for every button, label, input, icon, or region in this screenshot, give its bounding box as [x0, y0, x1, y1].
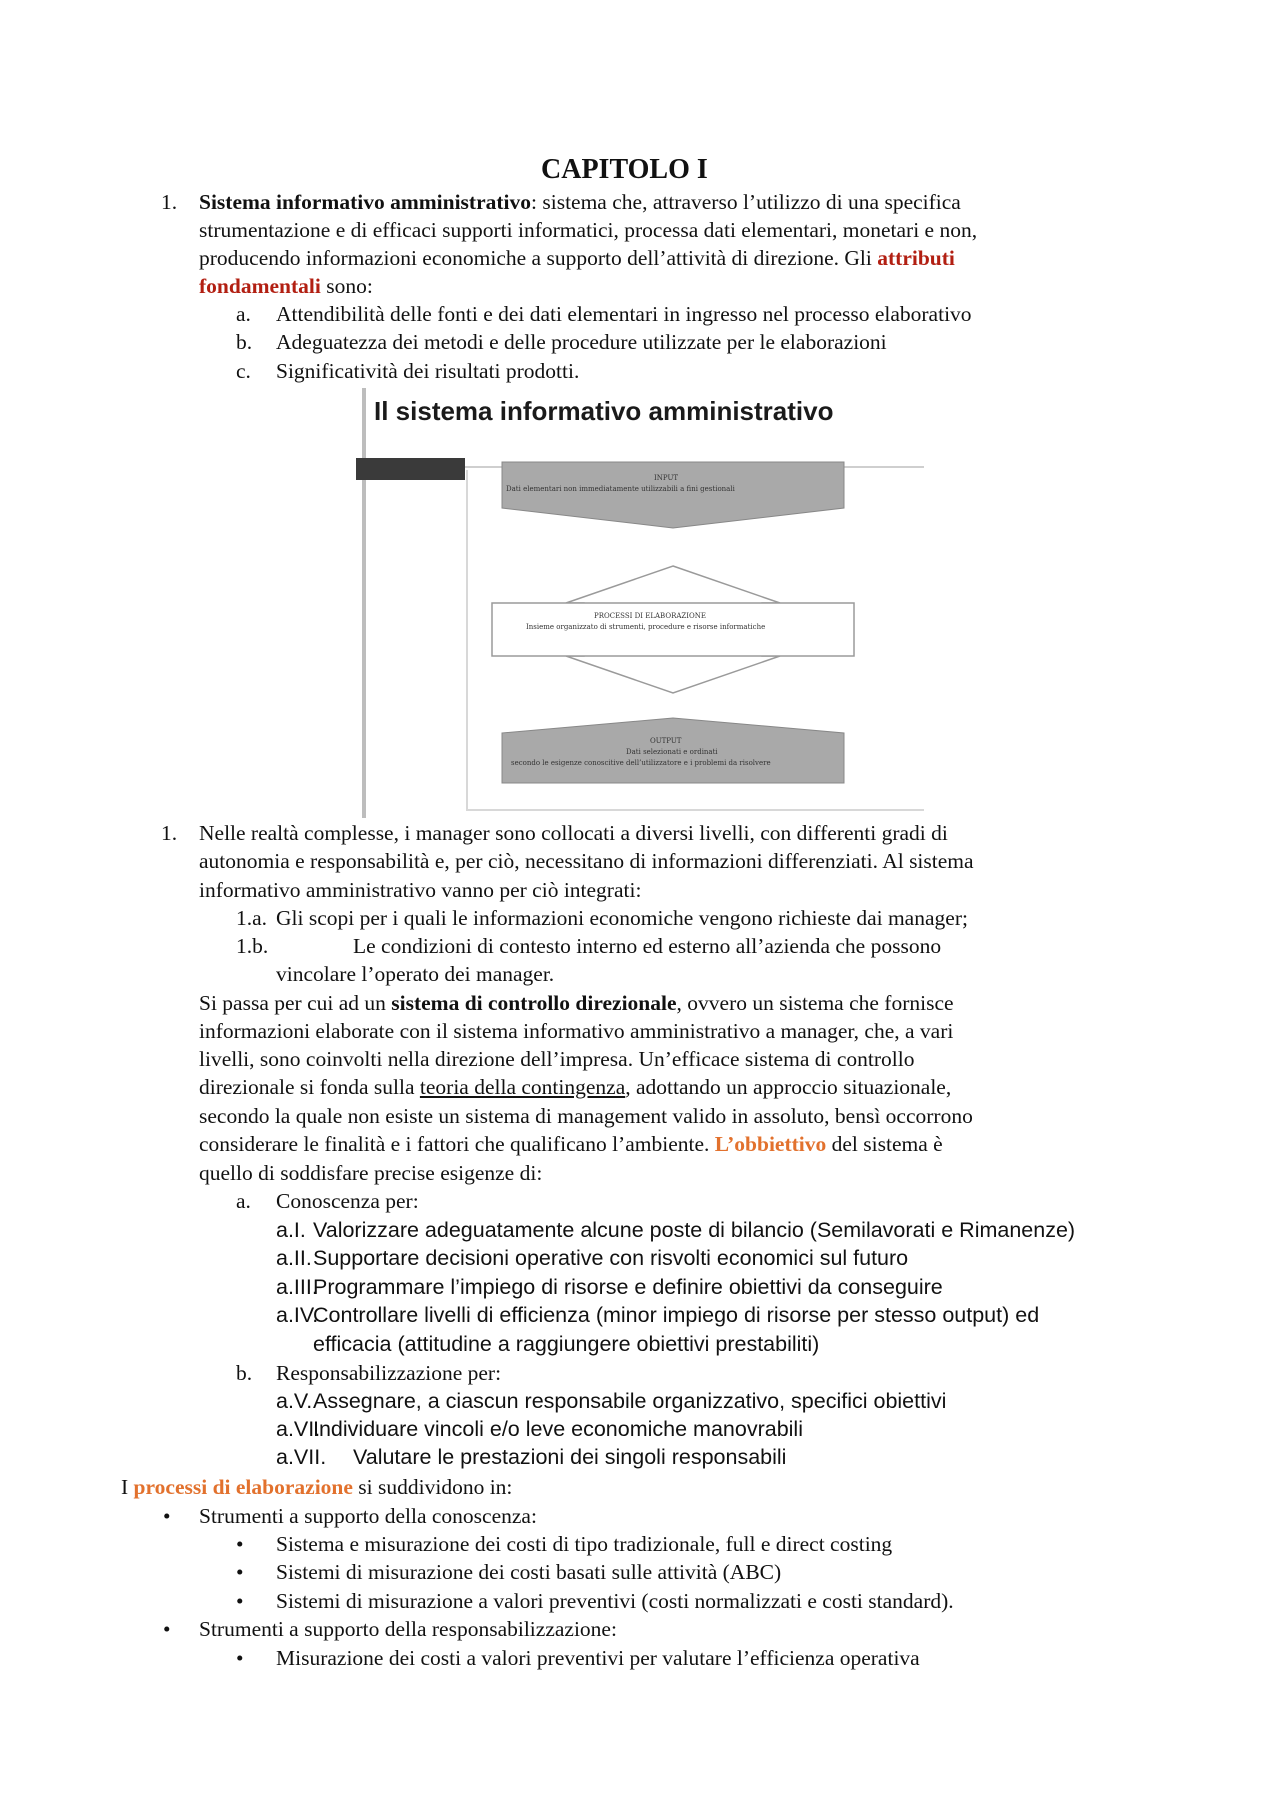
- text-span: I: [121, 1475, 134, 1499]
- bullet-icon: •: [236, 1532, 244, 1556]
- input-arrow-shape: [502, 462, 844, 528]
- output-text-1: Dati selezionati e ordinati: [626, 748, 718, 756]
- list-item: Valorizzare adeguatamente alcune poste di bilancio (Semilavorati e Rimanenze): [313, 1218, 1076, 1242]
- list-item: Strumenti a supporto della conoscenza:: [199, 1504, 537, 1528]
- list-item: Responsabilizzazione per:: [276, 1361, 502, 1385]
- list-item: Programmare l’impiego di risorse e definire obiettivi da conseguire: [313, 1275, 943, 1299]
- bullet-icon: •: [236, 1560, 244, 1584]
- paragraph-line: [199, 989, 954, 1018]
- list-label: a.: [236, 302, 251, 326]
- paragraph-line: Nelle realtà complesse, i manager sono collocati a diversi livelli, con differenti gradi di: [199, 821, 948, 845]
- list-label: a.II.: [276, 1246, 312, 1270]
- paragraph-line: strumentazione e di efficaci supporti informatici, processa dati elementari, monetari e non,: [199, 218, 978, 242]
- list-item: Sistemi di misurazione a valori preventivi (costi normalizzati e costi standard).: [276, 1589, 954, 1613]
- text-span: direzionale si fonda sulla: [199, 1075, 420, 1099]
- output-title: OUTPUT: [650, 737, 682, 745]
- list-label: 1.b.: [236, 934, 269, 958]
- bullet-icon: •: [163, 1504, 171, 1528]
- text-span: sono:: [320, 274, 373, 298]
- list-item: Misurazione dei costi a valori preventivi per valutare l’efficienza operativa: [276, 1646, 920, 1670]
- list-item: Adeguatezza dei metodi e delle procedure utilizzate per le elaborazioni: [276, 330, 887, 354]
- bullet-icon: •: [236, 1646, 244, 1670]
- text-span: , adottando un approccio situazionale,: [625, 1075, 952, 1099]
- list-item: Strumenti a supporto della responsabilizzazione:: [199, 1617, 617, 1641]
- paragraph-line: secondo la quale non esiste un sistema di management valido in assoluto, bensì occorrono: [199, 1104, 973, 1128]
- paragraph-line: [199, 1130, 943, 1159]
- figure-title: Il sistema informativo amministrativo: [374, 396, 834, 426]
- bullet-icon: •: [163, 1617, 171, 1641]
- list-label: a.: [236, 1189, 251, 1213]
- list-item: Valutare le prestazioni dei singoli responsabili: [353, 1445, 787, 1469]
- list-label: a.I.: [276, 1218, 306, 1242]
- paragraph-line: [199, 188, 961, 217]
- paragraph-line: informazioni elaborate con il sistema informativo amministrativo a manager, che, a vari: [199, 1019, 954, 1043]
- paragraph-line: autonomia e responsabilità e, per ciò, necessitano di informazioni differenziati. Al sistema: [199, 849, 974, 873]
- text-span: considerare le finalità e i fattori che qualificano l’ambiente.: [199, 1132, 715, 1156]
- process-title: PROCESSI DI ELABORAZIONE: [594, 612, 706, 620]
- list-item: Sistema e misurazione dei costi di tipo tradizionale, full e direct costing: [276, 1532, 893, 1556]
- bullet-icon: •: [236, 1589, 244, 1613]
- list-label: a.VI.: [276, 1417, 321, 1441]
- diagram-figure: [356, 388, 924, 818]
- list-item: Attendibilità delle fonti e dei dati elementari in ingresso nel processo elaborativo: [276, 302, 972, 326]
- input-text: Dati elementari non immediatamente utilizzabili a fini gestionali: [506, 485, 735, 493]
- list-label: 1.a.: [236, 906, 268, 930]
- text-span: del sistema è: [826, 1132, 943, 1156]
- list-label: a.V.: [276, 1389, 313, 1413]
- list-item: Le condizioni di contesto interno ed esterno all’azienda che possono: [353, 934, 942, 958]
- list-item: Gli scopi per i quali le informazioni economiche vengono richieste dai manager;: [276, 906, 968, 930]
- highlight-obbiettivo: L’obbiettivo: [714, 1132, 827, 1156]
- list-item-cont: vincolare l’operato dei manager.: [276, 962, 555, 986]
- input-title: INPUT: [654, 474, 679, 482]
- paragraph-line: informativo amministrativo vanno per ciò integrati:: [199, 878, 642, 902]
- page-title: CAPITOLO I: [541, 154, 708, 185]
- term-controllo-direzionale: sistema di controllo direzionale: [391, 991, 677, 1015]
- list-number: 1.: [161, 821, 178, 845]
- term-sistema-informativo: Sistema informativo amministrativo: [199, 190, 532, 214]
- output-text-2: secondo le esigenze conoscitive dell’utilizzatore e i problemi da risolvere: [511, 759, 771, 767]
- list-item: Individuare vincoli e/o leve economiche manovrabili: [313, 1417, 803, 1441]
- process-text: Insieme organizzato di strumenti, procedure e risorse informatiche: [526, 623, 766, 631]
- text-span: Si passa per cui ad un: [199, 991, 392, 1015]
- list-item: Controllare livelli di efficienza (minor impiego di risorse per stesso output) ed: [313, 1303, 1040, 1327]
- list-item: Significatività dei risultati prodotti.: [276, 359, 580, 383]
- list-label: b.: [236, 1361, 253, 1385]
- paragraph-line: [199, 1073, 951, 1102]
- text-span: si suddividono in:: [352, 1475, 513, 1499]
- underlined-term: teoria della contingenza: [419, 1075, 626, 1099]
- list-label: a.III.: [276, 1275, 318, 1299]
- paragraph-line: quello di soddisfare precise esigenze di:: [199, 1161, 543, 1185]
- text-span: , ovvero un sistema che fornisce: [676, 991, 954, 1015]
- list-item-cont: efficacia (attitudine a raggiungere obiettivi prestabiliti): [313, 1332, 820, 1356]
- highlight-fondamentali: fondamentali: [199, 274, 321, 298]
- paragraph-line: livelli, sono coinvolti nella direzione dell’impresa. Un’efficace sistema di controllo: [199, 1047, 915, 1071]
- text-span: producendo informazioni economiche a supporto dell’attività di direzione. Gli: [199, 246, 878, 270]
- paragraph-line: [121, 1473, 512, 1502]
- list-item: Sistemi di misurazione dei costi basati sulle attività (ABC): [276, 1560, 782, 1584]
- list-label: b.: [236, 330, 253, 354]
- paragraph-line: [199, 244, 955, 273]
- list-label: c.: [236, 359, 251, 383]
- list-label: a.IV.: [276, 1303, 319, 1327]
- text-span: : sistema che, attraverso l’utilizzo di una specifica: [531, 190, 961, 214]
- list-label: a.VII.: [276, 1445, 327, 1469]
- list-item: Supportare decisioni operative con risvolti economici sul futuro: [313, 1246, 909, 1270]
- paragraph-line: [199, 272, 373, 301]
- highlight-processi: processi di elaborazione: [133, 1475, 353, 1499]
- list-item: Conoscenza per:: [276, 1189, 419, 1213]
- highlight-attributi: attributi: [877, 246, 955, 270]
- list-number: 1.: [161, 190, 178, 214]
- list-item: Assegnare, a ciascun responsabile organizzativo, specifici obiettivi: [313, 1389, 947, 1413]
